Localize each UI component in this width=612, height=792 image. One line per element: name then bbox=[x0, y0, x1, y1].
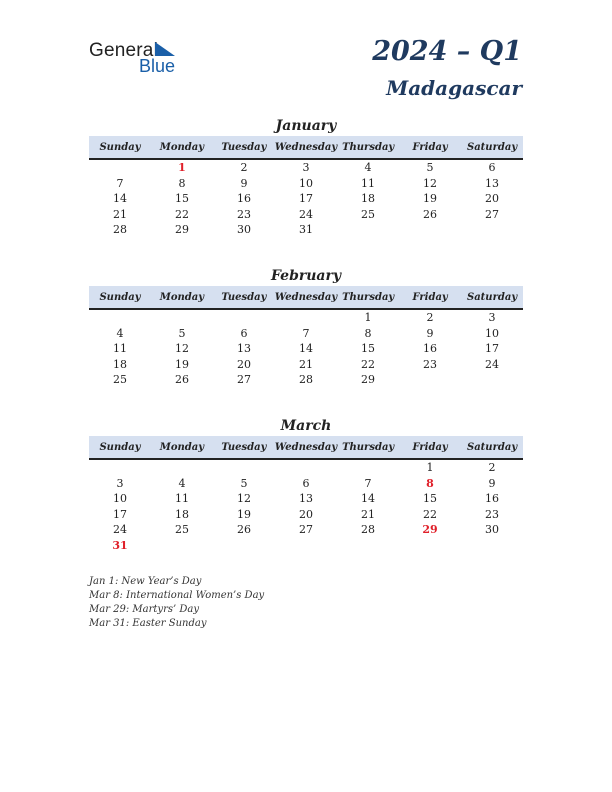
day-cell: 9 bbox=[488, 476, 496, 490]
day-cell: 21 bbox=[361, 507, 375, 521]
week-row bbox=[89, 341, 523, 357]
week-row bbox=[89, 491, 523, 507]
day-cell: 2 bbox=[240, 161, 248, 175]
day-cell: 11 bbox=[361, 176, 375, 190]
weekday-label: Saturday bbox=[466, 141, 518, 153]
day-cell: 28 bbox=[361, 523, 375, 537]
weekday-label: Wednesday bbox=[274, 141, 338, 153]
day-cell: 10 bbox=[113, 492, 127, 506]
week-row bbox=[89, 357, 523, 373]
day-cell: 6 bbox=[302, 476, 310, 490]
holiday-day-cell: 8 bbox=[426, 476, 434, 490]
day-cell: 12 bbox=[423, 176, 437, 190]
day-cell: 31 bbox=[299, 223, 313, 237]
weekday-label: Saturday bbox=[466, 291, 518, 303]
day-cell: 17 bbox=[485, 342, 499, 356]
day-cell: 28 bbox=[113, 223, 127, 237]
day-cell: 10 bbox=[485, 326, 499, 340]
weekday-label: Sunday bbox=[99, 441, 141, 453]
day-cell: 7 bbox=[302, 326, 310, 340]
day-cell: 2 bbox=[426, 311, 434, 325]
weekday-label: Thursday bbox=[342, 291, 395, 303]
month-name: January bbox=[275, 118, 337, 134]
weekday-label: Sunday bbox=[99, 141, 141, 153]
logo-blue-text: Blue bbox=[139, 56, 176, 76]
day-cell: 20 bbox=[237, 357, 251, 371]
weekday-label: Sunday bbox=[99, 291, 141, 303]
weekday-header-row bbox=[89, 286, 523, 310]
day-cell: 14 bbox=[113, 192, 127, 206]
weekday-label: Wednesday bbox=[274, 441, 338, 453]
day-cell: 19 bbox=[237, 507, 251, 521]
day-cell: 27 bbox=[299, 523, 313, 537]
day-cell: 27 bbox=[485, 207, 499, 221]
day-cell: 12 bbox=[237, 492, 251, 506]
weekday-label: Tuesday bbox=[221, 291, 267, 303]
weekday-header-row bbox=[89, 436, 523, 460]
month-name: February bbox=[270, 268, 341, 284]
day-cell: 30 bbox=[485, 523, 499, 537]
day-cell: 28 bbox=[299, 373, 313, 387]
day-cell: 30 bbox=[237, 223, 251, 237]
month-name: March bbox=[280, 418, 332, 434]
day-cell: 23 bbox=[485, 507, 499, 521]
day-cell: 25 bbox=[361, 207, 375, 221]
holiday-note: Jan 1: New Year’s Day bbox=[89, 576, 202, 587]
weekday-label: Friday bbox=[412, 291, 448, 303]
day-cell: 24 bbox=[299, 207, 313, 221]
day-cell: 15 bbox=[361, 342, 375, 356]
day-cell: 7 bbox=[116, 176, 124, 190]
day-cell: 26 bbox=[175, 373, 189, 387]
day-cell: 25 bbox=[113, 373, 127, 387]
general-blue-logo bbox=[89, 40, 189, 76]
month-block-march bbox=[89, 416, 523, 553]
day-cell: 6 bbox=[240, 326, 248, 340]
holiday-notes bbox=[89, 575, 264, 631]
day-cell: 25 bbox=[175, 523, 189, 537]
weekday-header-row bbox=[89, 136, 523, 160]
day-cell: 29 bbox=[361, 373, 375, 387]
month-block-february bbox=[89, 266, 523, 388]
week-row bbox=[89, 310, 523, 326]
week-row bbox=[89, 326, 523, 342]
week-row bbox=[89, 191, 523, 207]
day-cell: 8 bbox=[364, 326, 372, 340]
day-cell: 15 bbox=[423, 492, 437, 506]
day-cell: 9 bbox=[426, 326, 434, 340]
week-row bbox=[89, 507, 523, 523]
weekday-label: Thursday bbox=[342, 441, 395, 453]
holiday-note: Mar 8: International Women’s Day bbox=[89, 590, 265, 601]
holiday-day-cell: 31 bbox=[112, 538, 128, 552]
holiday-note: Mar 31: Easter Sunday bbox=[89, 618, 207, 629]
logo-flag-icon bbox=[155, 42, 175, 56]
day-cell: 16 bbox=[237, 192, 251, 206]
holiday-note: Mar 29: Martyrs’ Day bbox=[89, 604, 199, 615]
day-cell: 1 bbox=[426, 461, 434, 475]
day-cell: 17 bbox=[113, 507, 127, 521]
day-cell: 2 bbox=[488, 461, 496, 475]
day-cell: 13 bbox=[237, 342, 251, 356]
day-cell: 15 bbox=[175, 192, 189, 206]
day-cell: 12 bbox=[175, 342, 189, 356]
day-cell: 13 bbox=[299, 492, 313, 506]
day-cell: 11 bbox=[175, 492, 189, 506]
country-subtitle: Madagascar bbox=[386, 76, 522, 100]
day-cell: 29 bbox=[175, 223, 189, 237]
week-row bbox=[89, 372, 523, 388]
day-cell: 3 bbox=[302, 161, 310, 175]
day-cell: 10 bbox=[299, 176, 313, 190]
day-cell: 16 bbox=[423, 342, 437, 356]
day-cell: 4 bbox=[364, 161, 372, 175]
day-cell: 21 bbox=[113, 207, 127, 221]
day-cell: 22 bbox=[361, 357, 375, 371]
day-cell: 13 bbox=[485, 176, 499, 190]
day-cell: 22 bbox=[175, 207, 189, 221]
weekday-label: Friday bbox=[412, 441, 448, 453]
day-cell: 20 bbox=[299, 507, 313, 521]
week-row bbox=[89, 176, 523, 192]
day-cell: 24 bbox=[113, 523, 127, 537]
weekday-label: Monday bbox=[159, 441, 205, 453]
weekday-label: Monday bbox=[159, 141, 205, 153]
day-cell: 24 bbox=[485, 357, 499, 371]
day-cell: 27 bbox=[237, 373, 251, 387]
day-cell: 26 bbox=[423, 207, 437, 221]
week-row bbox=[89, 460, 523, 476]
day-cell: 19 bbox=[423, 192, 437, 206]
week-row bbox=[89, 207, 523, 223]
day-cell: 4 bbox=[178, 476, 186, 490]
day-cell: 18 bbox=[361, 192, 375, 206]
weekday-label: Tuesday bbox=[221, 441, 267, 453]
week-row bbox=[89, 476, 523, 492]
day-cell: 5 bbox=[426, 161, 434, 175]
week-row bbox=[89, 222, 523, 238]
weekday-label: Thursday bbox=[342, 141, 395, 153]
holiday-day-cell: 29 bbox=[422, 523, 438, 537]
day-cell: 3 bbox=[488, 311, 496, 325]
day-cell: 19 bbox=[175, 357, 189, 371]
day-cell: 14 bbox=[299, 342, 313, 356]
weekday-label: Wednesday bbox=[274, 291, 338, 303]
day-cell: 8 bbox=[178, 176, 186, 190]
holiday-day-cell: 1 bbox=[178, 161, 186, 175]
day-cell: 5 bbox=[178, 326, 186, 340]
day-cell: 23 bbox=[423, 357, 437, 371]
day-cell: 20 bbox=[485, 192, 499, 206]
day-cell: 9 bbox=[240, 176, 248, 190]
day-cell: 4 bbox=[116, 326, 124, 340]
day-cell: 11 bbox=[113, 342, 127, 356]
day-cell: 3 bbox=[116, 476, 124, 490]
weekday-label: Monday bbox=[159, 291, 205, 303]
logo-general-text: General bbox=[89, 40, 158, 61]
day-cell: 1 bbox=[364, 311, 372, 325]
week-row bbox=[89, 538, 523, 554]
day-cell: 26 bbox=[237, 523, 251, 537]
month-block-january bbox=[89, 116, 523, 238]
weekday-label: Friday bbox=[412, 141, 448, 153]
day-cell: 7 bbox=[364, 476, 372, 490]
day-cell: 18 bbox=[113, 357, 127, 371]
day-cell: 21 bbox=[299, 357, 313, 371]
day-cell: 5 bbox=[240, 476, 248, 490]
page-title: 2024 – Q1 bbox=[372, 36, 522, 67]
weekday-label: Tuesday bbox=[221, 141, 267, 153]
week-row bbox=[89, 160, 523, 176]
day-cell: 18 bbox=[175, 507, 189, 521]
day-cell: 6 bbox=[488, 161, 496, 175]
day-cell: 22 bbox=[423, 507, 437, 521]
weekday-label: Saturday bbox=[466, 441, 518, 453]
day-cell: 23 bbox=[237, 207, 251, 221]
week-row bbox=[89, 522, 523, 538]
day-cell: 16 bbox=[485, 492, 499, 506]
day-cell: 14 bbox=[361, 492, 375, 506]
day-cell: 17 bbox=[299, 192, 313, 206]
